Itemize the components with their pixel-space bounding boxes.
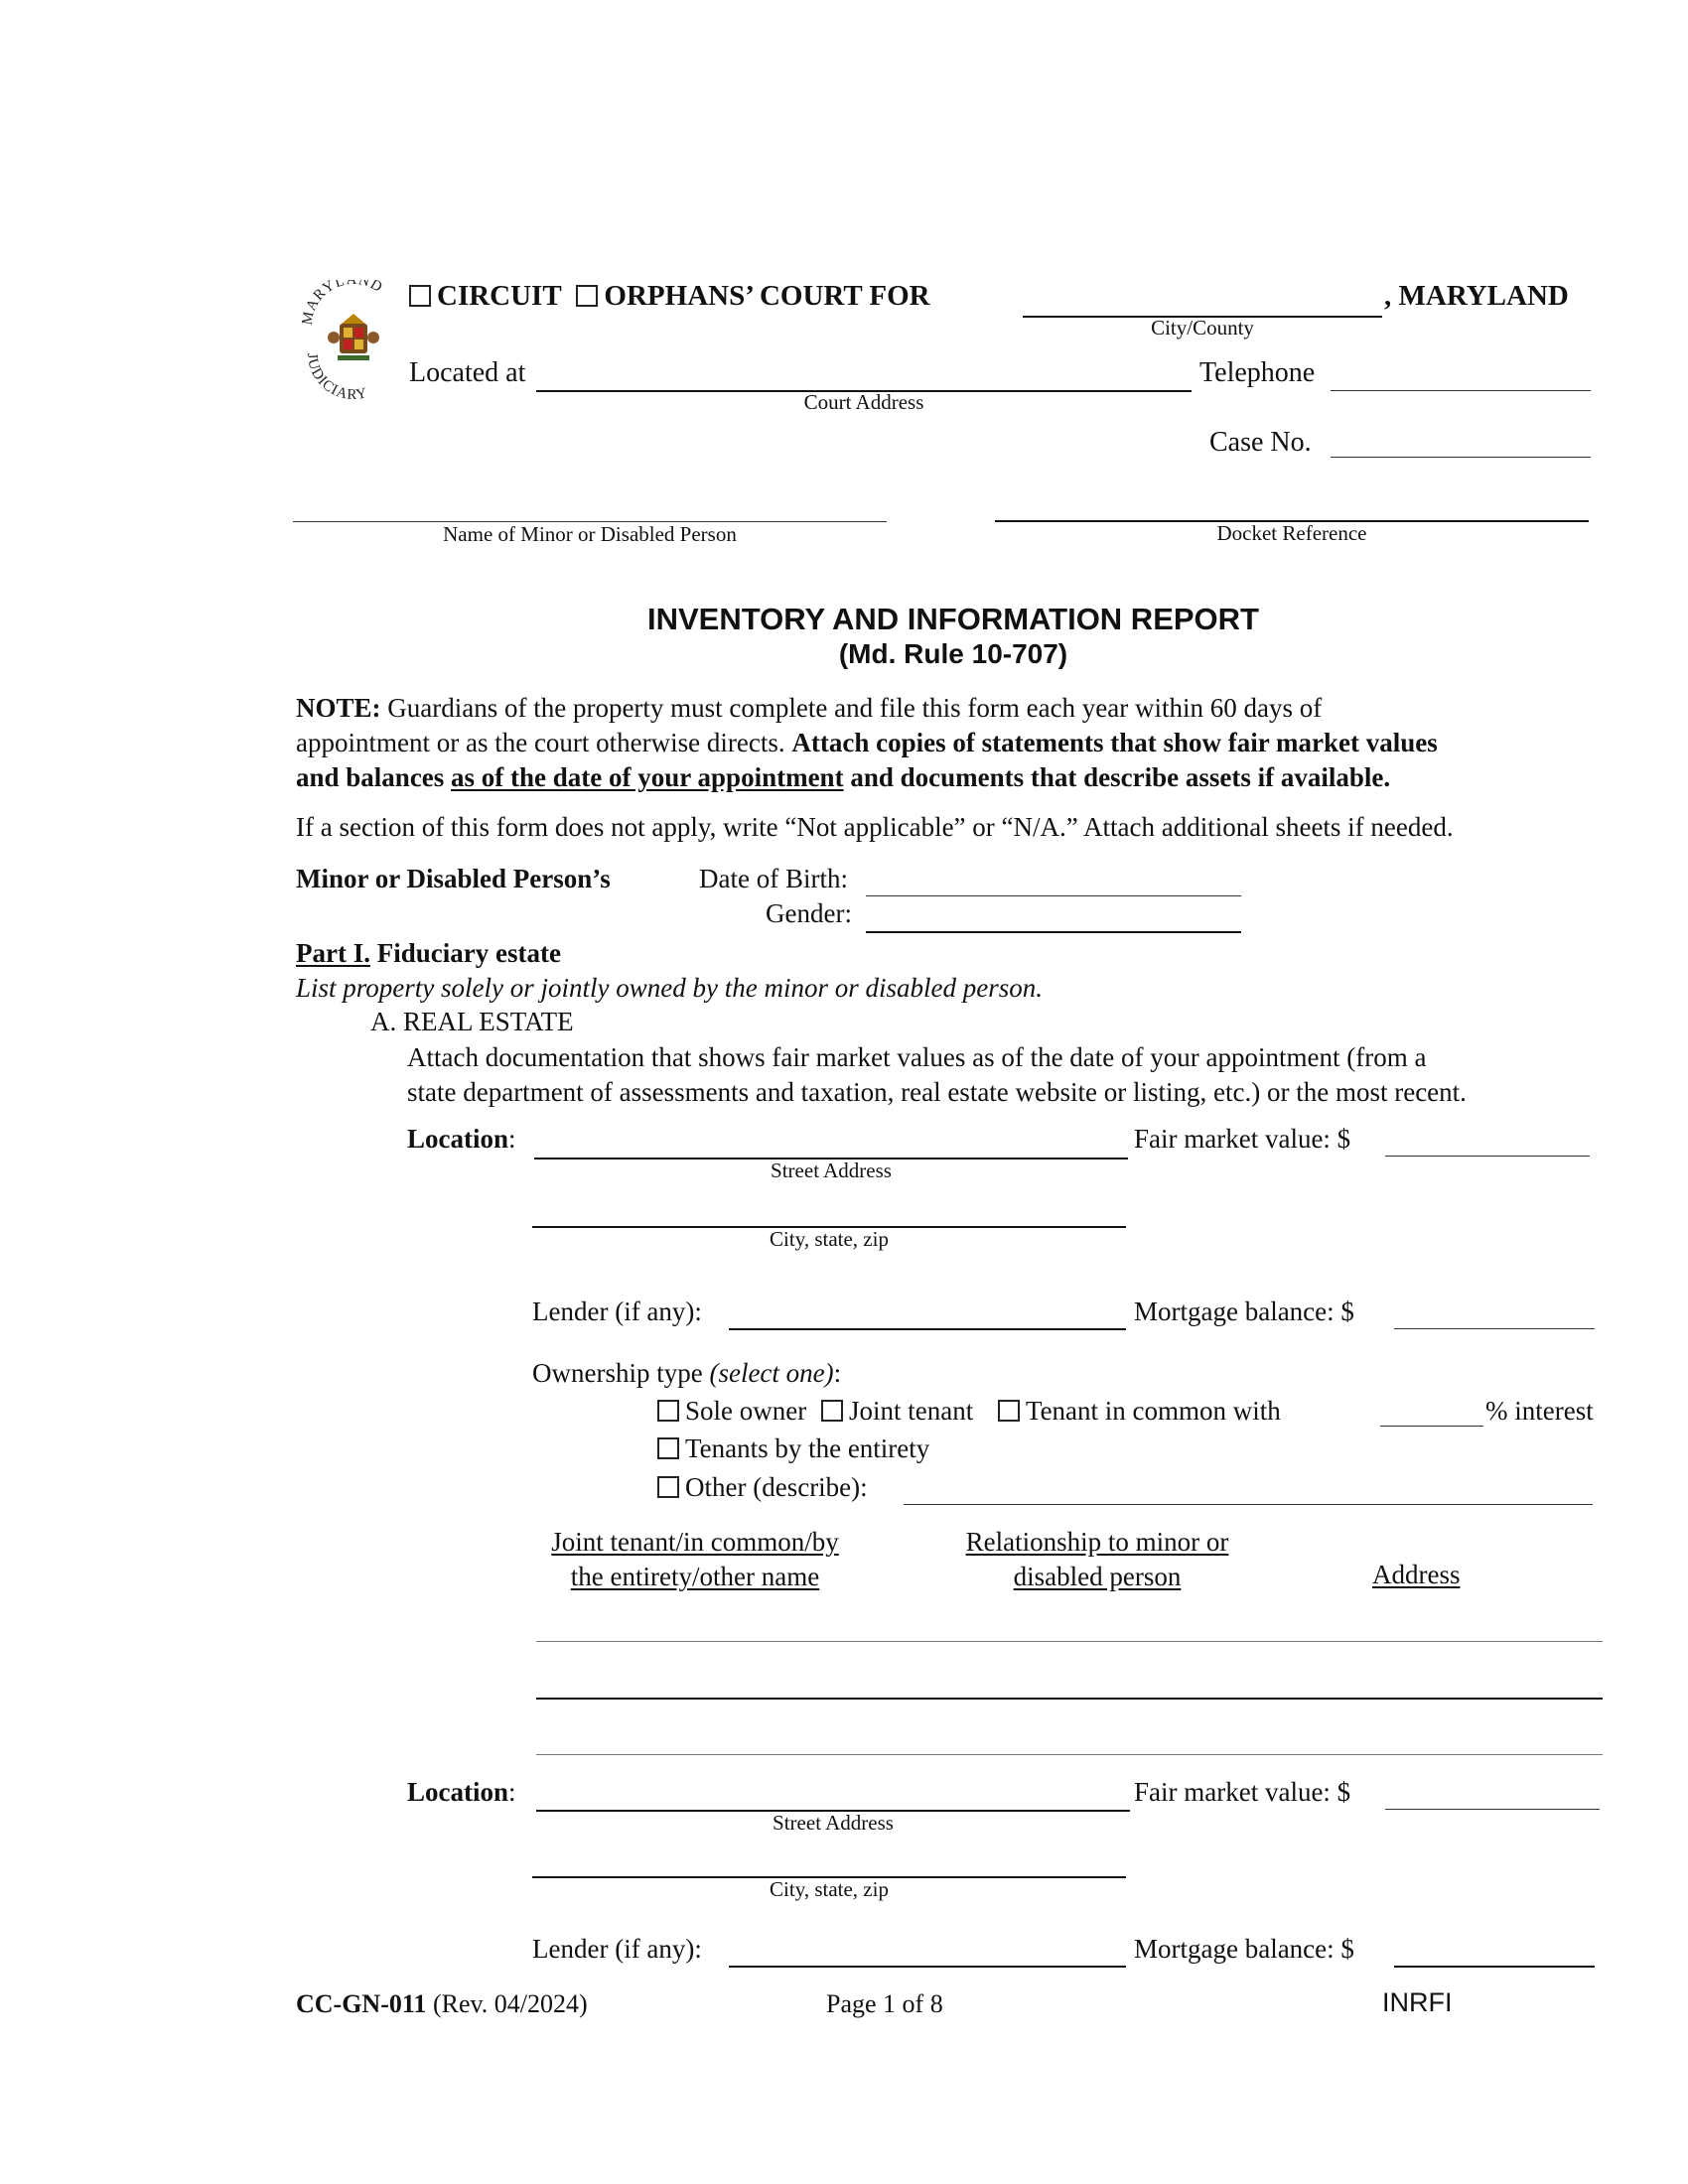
col-relationship: Relationship to minor or disabled person: [965, 1527, 1229, 1591]
note-line-2: [296, 728, 1438, 758]
svg-text:MARYLAND: MARYLAND: [299, 280, 386, 327]
ownership-options-row-3: [657, 1472, 868, 1503]
mortgage-field-2[interactable]: [1394, 1966, 1595, 1968]
co-owner-row-2[interactable]: [536, 1698, 1603, 1700]
part1-subtitle: List property solely or jointly owned by the minor or disabled person.: [296, 973, 1043, 1003]
joint-tenant-label: Joint tenant: [848, 1396, 974, 1426]
percent-interest-field[interactable]: [1380, 1426, 1483, 1427]
ownership-options-row-2: [657, 1433, 929, 1464]
telephone-label: Telephone: [1199, 357, 1316, 388]
page-title: INVENTORY AND INFORMATION REPORT: [646, 602, 1259, 636]
note-text-1: Guardians of the property must complete and file this form each year within 60 days of: [387, 693, 1323, 723]
section-a-instr-2: state department of assessments and taxation, real estate website or listing, etc.) or the most recent.: [407, 1077, 1467, 1107]
co-owner-row-3[interactable]: [536, 1754, 1603, 1755]
ownership-type-label: Ownership type (select one):: [532, 1358, 842, 1388]
note-line-1: [296, 693, 1322, 724]
other-label: Other (describe):: [685, 1472, 868, 1502]
name-caption: Name of Minor or Disabled Person: [443, 522, 737, 546]
form-number: CC-GN-011 (Rev. 04/2024): [296, 1989, 588, 2018]
location-label-2: Location:: [407, 1777, 516, 1807]
part1-label: Part I.: [296, 938, 370, 968]
mortgage-label-2: Mortgage balance: $: [1134, 1934, 1354, 1964]
dob-field[interactable]: [866, 895, 1241, 896]
part1-title: Fiduciary estate: [376, 938, 561, 968]
note-text-3b: and documents that describe assets if available.: [850, 762, 1391, 792]
joint-tenant-checkbox[interactable]: [821, 1400, 843, 1422]
fmv-field-1[interactable]: [1385, 1156, 1590, 1157]
docket-caption: Docket Reference: [1216, 521, 1367, 545]
city-caption-1: City, state, zip: [770, 1227, 889, 1251]
fmv-field-2[interactable]: [1385, 1809, 1600, 1810]
fmv-label-2: Fair market value: $: [1134, 1777, 1351, 1807]
court-address-caption: Court Address: [803, 390, 924, 414]
dob-label: Date of Birth:: [699, 864, 848, 893]
section-a-instr-1: Attach documentation that shows fair market values as of the date of your appointment (from a: [407, 1042, 1427, 1072]
note-text-2b: Attach copies of statements that show fair market values: [791, 728, 1438, 757]
maryland-suffix: , MARYLAND: [1384, 280, 1569, 312]
gender-label: Gender:: [766, 898, 852, 928]
tenant-in-common-label: Tenant in common with: [1025, 1396, 1281, 1426]
page-number: Page 1 of 8: [826, 1989, 943, 2018]
col-co-owner-name: Joint tenant/in common/by the entirety/other name: [551, 1527, 839, 1591]
part1-heading: [296, 938, 561, 969]
note-text-3u: as of the date of your appointment: [451, 762, 844, 792]
located-at-label: Located at: [409, 357, 526, 388]
rule-reference: (Md. Rule 10-707): [838, 638, 1068, 669]
tenants-entirety-checkbox[interactable]: [657, 1437, 679, 1459]
na-instruction: If a section of this form does not apply, write “Not applicable” or “N/A.” Attach additional sheets if needed.: [296, 812, 1454, 842]
form-code: INRFI: [1382, 1987, 1453, 2017]
lender-label-1: Lender (if any):: [532, 1297, 702, 1326]
street-caption-2: Street Address: [773, 1811, 894, 1835]
mortgage-field-1[interactable]: [1394, 1328, 1595, 1329]
orphans-court-checkbox[interactable]: [576, 285, 598, 307]
other-checkbox[interactable]: [657, 1476, 679, 1498]
section-a-heading: A. REAL ESTATE: [370, 1007, 574, 1036]
tenants-entirety-label: Tenants by the entirety: [685, 1433, 930, 1463]
lender-label-2: Lender (if any):: [532, 1934, 702, 1964]
lender-field-2[interactable]: [729, 1966, 1126, 1968]
circuit-checkbox[interactable]: [409, 285, 431, 307]
fmv-label-1: Fair market value: $: [1134, 1124, 1351, 1154]
circuit-label: CIRCUIT: [437, 280, 562, 312]
note-text-2a: appointment or as the court otherwise directs.: [296, 728, 785, 757]
city-caption-2: City, state, zip: [770, 1877, 889, 1901]
maryland-judiciary-seal: [298, 280, 409, 399]
court-type-line: [409, 280, 930, 313]
seal-icon: [298, 280, 409, 399]
sole-owner-checkbox[interactable]: [657, 1400, 679, 1422]
lender-field-1[interactable]: [729, 1328, 1126, 1330]
sole-owner-label: Sole owner: [685, 1396, 807, 1426]
note-line-3: [296, 762, 1390, 793]
gender-field[interactable]: [866, 931, 1241, 933]
city-county-caption: City/County: [1151, 316, 1254, 340]
col-address: Address: [1372, 1560, 1461, 1589]
note-text-3a: and balances: [296, 762, 445, 792]
person-label: Minor or Disabled Person’s: [296, 864, 611, 893]
mortgage-label-1: Mortgage balance: $: [1134, 1297, 1354, 1326]
case-no-label: Case No.: [1209, 427, 1312, 458]
street-caption-1: Street Address: [771, 1159, 892, 1182]
note-lead: NOTE:: [296, 693, 381, 723]
svg-text:JUDICIARY: JUDICIARY: [303, 352, 369, 399]
ownership-options-row-1: [657, 1396, 1281, 1427]
percent-interest-label: % interest: [1485, 1396, 1594, 1426]
tenant-in-common-checkbox[interactable]: [998, 1400, 1020, 1422]
case-no-field[interactable]: [1331, 457, 1591, 458]
telephone-field[interactable]: [1331, 390, 1591, 391]
location-label-1: Location:: [407, 1124, 516, 1154]
co-owner-row-1[interactable]: [536, 1641, 1603, 1642]
orphans-court-label: ORPHANS’ COURT FOR: [604, 280, 930, 312]
other-describe-field[interactable]: [904, 1504, 1593, 1505]
